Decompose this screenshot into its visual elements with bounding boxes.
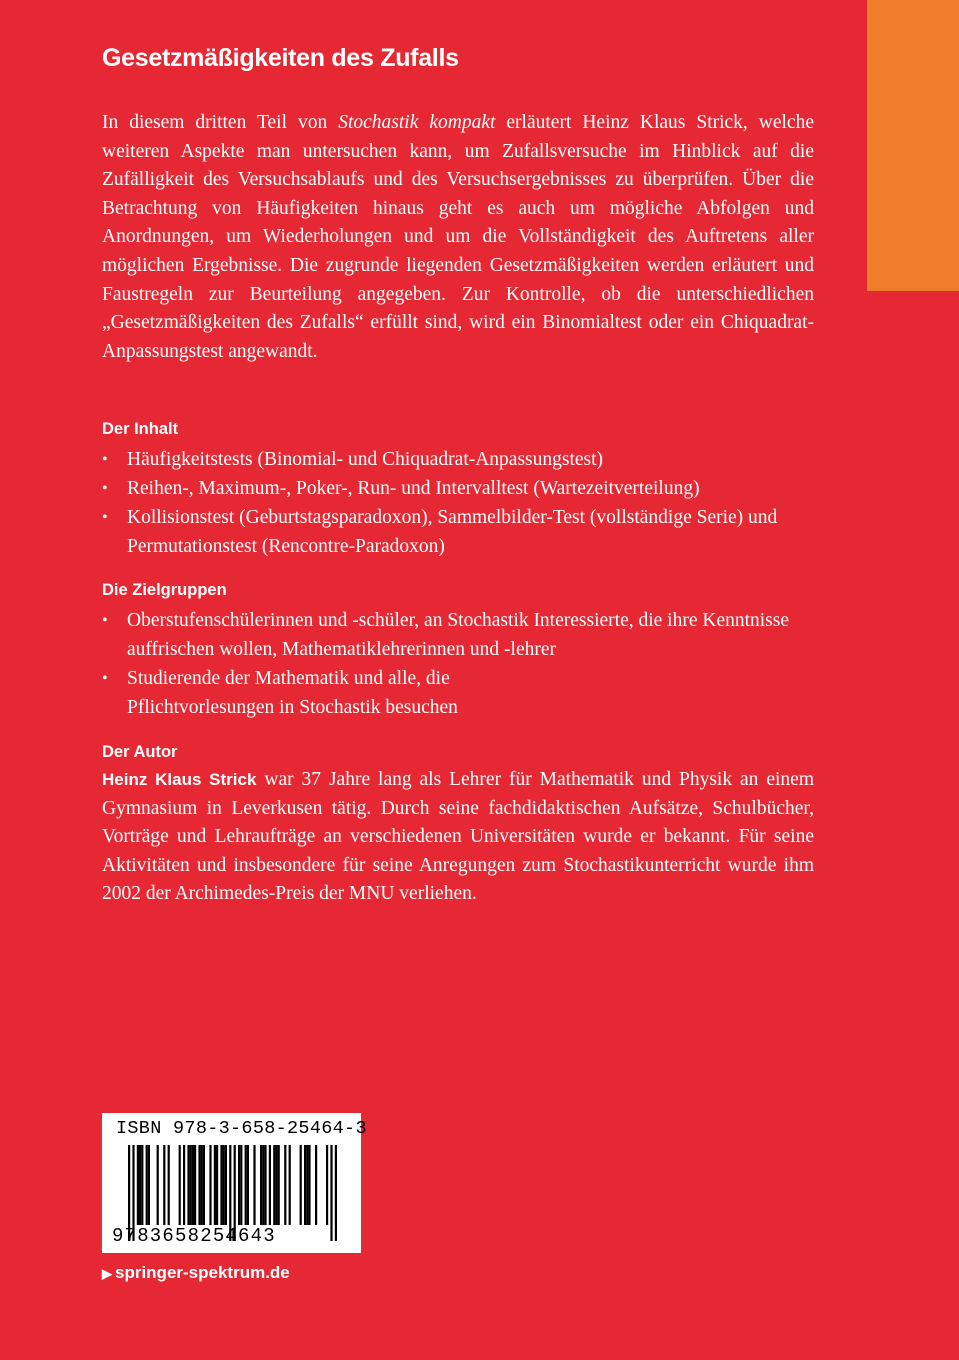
- barcode-bar: [220, 1145, 222, 1225]
- barcode-bar: [284, 1145, 286, 1225]
- publisher-url: springer-spektrum.de: [115, 1263, 290, 1282]
- list-item: • Häufigkeitstests (Binomial- und Chiquadrat-Anpassungstest): [102, 445, 822, 474]
- contents-list: [102, 445, 822, 561]
- barcode-bar: [141, 1145, 143, 1225]
- barcode-bar: [214, 1145, 216, 1225]
- barcode-bar: [335, 1145, 337, 1241]
- author-paragraph: [102, 766, 814, 909]
- barcode-bar: [148, 1145, 150, 1225]
- barcode-bar: [179, 1145, 181, 1225]
- intro-text-start: In diesem dritten Teil von: [102, 112, 339, 133]
- isbn-label: ISBN 978-3-658-25464-3: [116, 1118, 367, 1139]
- barcode-bar: [240, 1145, 242, 1225]
- barcode-bar: [168, 1145, 170, 1225]
- barcode-bar: [315, 1145, 317, 1225]
- barcode-bar: [306, 1145, 308, 1225]
- list-item: • Kollisionstest (Geburtstagsparadoxon), Sammelbilder-Test (vollständige Serie) und Permutationstest (Rencontre-Paradoxon): [102, 503, 822, 561]
- barcode-bar: [304, 1145, 306, 1225]
- barcode-bar: [308, 1145, 310, 1225]
- barcode-bar: [201, 1145, 203, 1225]
- barcode-bar: [194, 1145, 196, 1225]
- list-item: • Studierende der Mathematik und alle, die Pflichtvorlesungen in Stochastik besuchen: [102, 664, 822, 722]
- author-heading: Der Autor: [102, 743, 178, 761]
- barcode-bar: [275, 1145, 277, 1225]
- author-bio: war 37 Jahre lang als Lehrer für Mathematik und Physik an einem Gymnasium in Leverkusen tätig. Durch seine fachdidaktischen Aufsätze, Schulbücher, Vorträge und Lehraufträge an verschiedenen Universitäten wurde er bekannt. Für seine Aktivitäten und insbesondere für seine Anregungen zum Stochastikunterricht wurde ihm 2002 der Archimedes-Preis der MNU verliehen.: [102, 769, 814, 905]
- barcode-bar: [198, 1145, 200, 1225]
- barcode-bar: [247, 1145, 249, 1225]
- book-title: Gesetzmäßigkeiten des Zufalls: [102, 44, 459, 72]
- barcode-bar: [260, 1145, 262, 1225]
- author-name: Heinz Klaus Strick: [102, 770, 257, 789]
- barcode-bar: [203, 1145, 205, 1225]
- audience-list: [102, 606, 822, 722]
- barcode-bar: [264, 1145, 266, 1225]
- audience-heading: Die Zielgruppen: [102, 581, 227, 599]
- bullet-icon: •: [102, 480, 108, 497]
- publisher-link[interactable]: [102, 1263, 290, 1283]
- contents-heading: Der Inhalt: [102, 420, 179, 438]
- barcode-bar: [269, 1145, 271, 1225]
- barcode-bar: [273, 1145, 275, 1225]
- barcode-bar: [253, 1145, 255, 1225]
- barcode-bar: [209, 1145, 211, 1225]
- barcode-bar: [262, 1145, 264, 1225]
- bullet-icon: •: [102, 670, 108, 687]
- barcode-bar: [216, 1145, 218, 1225]
- barcode-bar: [157, 1145, 159, 1225]
- barcode-bar: [187, 1145, 189, 1225]
- barcode-bar: [289, 1145, 291, 1225]
- bullet-icon: •: [102, 509, 108, 526]
- barcode-bar: [238, 1145, 240, 1225]
- orange-corner-tab: [867, 0, 959, 291]
- list-item: • Oberstufenschülerinnen und -schüler, an Stochastik Interessierte, die ihre Kenntnisse auffrischen wollen, Mathematiklehrerinnen und -lehrer: [102, 606, 822, 664]
- barcode-bar: [225, 1145, 227, 1225]
- bullet-icon: •: [102, 612, 108, 629]
- barcode-bar: [330, 1145, 332, 1241]
- intro-paragraph: [102, 109, 814, 366]
- barcode-bar: [192, 1145, 194, 1225]
- barcode-bar: [139, 1145, 141, 1225]
- intro-series-title: Stochastik kompakt: [338, 112, 496, 133]
- barcode-bar: [245, 1145, 247, 1225]
- triangle-right-icon: ▶: [102, 1266, 112, 1281]
- barcode-bar: [278, 1145, 280, 1225]
- barcode-bar: [183, 1145, 185, 1225]
- ean-digits: 9783658254643: [112, 1225, 276, 1247]
- barcode-bar: [326, 1145, 328, 1225]
- isbn-barcode: [102, 1113, 367, 1253]
- list-item: • Reihen-, Maximum-, Poker-, Run- und Intervalltest (Wartezeitverteilung): [102, 474, 822, 503]
- barcode-bar: [137, 1145, 139, 1225]
- barcode-bar: [146, 1145, 148, 1225]
- bullet-icon: •: [102, 451, 108, 468]
- barcode-bar: [300, 1145, 302, 1225]
- intro-text-rest: erläutert Heinz Klaus Strick, welche weiteren Aspekte man untersuchen kann, um Zufallsversuche im Hinblick auf die Zufälligkeit des Versuchsablaufs und des Versuchsergebnisses zu überprüfen. Über die Betrachtung von Häufigkeiten hinaus geht es auch um mögliche Abfolgen und Anordnungen, um Wiederholungen und um die Vollständigkeit des Auftretens aller möglichen Ergebnisse. Die zugrunde liegenden Gesetzmäßigkeiten werden erläutert und Faustregeln zur Beurteilung angegeben. Zur Kontrolle, ob die unterschiedlichen „Gesetzmäßigkeiten des Zufalls“ erfüllt sind, wird ein Binomialtest oder ein Chiquadrat-Anpassungstest angewandt.: [102, 112, 814, 362]
- barcode-bar: [190, 1145, 192, 1225]
- barcode-bar: [163, 1145, 165, 1225]
- barcode-bar: [223, 1145, 225, 1225]
